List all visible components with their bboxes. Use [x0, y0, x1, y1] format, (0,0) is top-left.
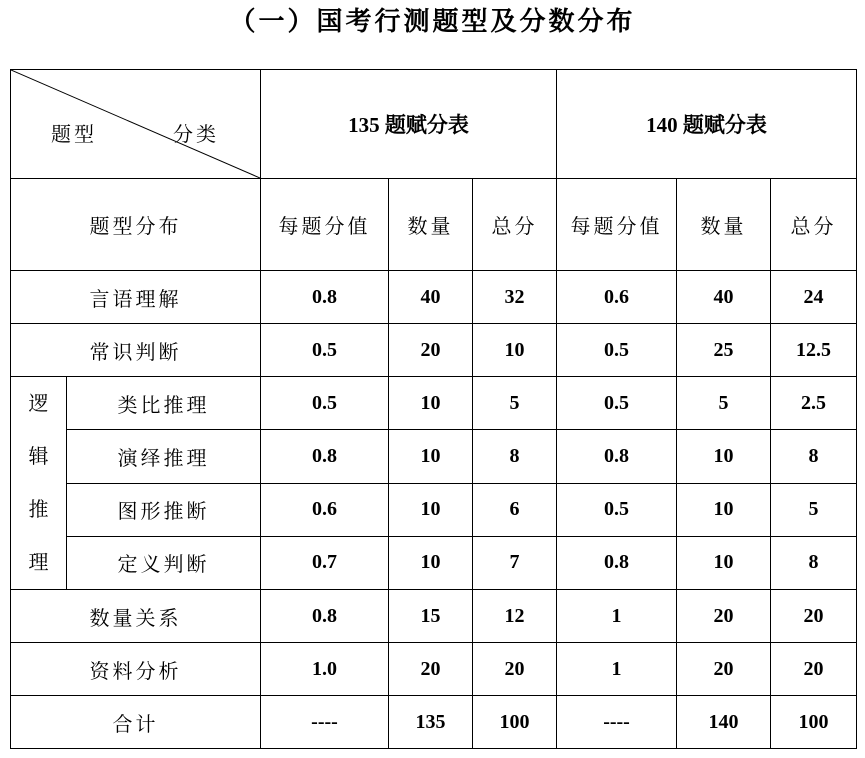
cell-a-total: 12: [473, 590, 557, 643]
cell-a-total: 7: [473, 536, 557, 589]
cell-b-count: 20: [677, 590, 771, 643]
cell-b-count: 20: [677, 643, 771, 696]
cell-b-count: 10: [677, 430, 771, 483]
table-row: [11, 324, 857, 377]
corner-label-type: 题型: [51, 122, 97, 146]
cell-a-count: 135: [389, 696, 473, 749]
cell-b-count: 10: [677, 536, 771, 589]
cell-a-per: 0.5: [261, 324, 389, 377]
group-header-140: 140 题赋分表: [557, 70, 857, 179]
score-distribution-table: [10, 69, 857, 749]
cell-a-count: 15: [389, 590, 473, 643]
row-name: 常识判断: [11, 324, 261, 377]
row-label-header: 题型分布: [11, 179, 261, 271]
table-row: [11, 536, 857, 589]
cell-a-total: 100: [473, 696, 557, 749]
cell-a-count: 10: [389, 483, 473, 536]
cell-a-count: 40: [389, 271, 473, 324]
cell-b-count: 10: [677, 483, 771, 536]
col-total-135: 总分: [473, 179, 557, 271]
cell-b-total: 12.5: [771, 324, 857, 377]
col-total-140: 总分: [771, 179, 857, 271]
cell-a-per: 1.0: [261, 643, 389, 696]
row-name: 图形推断: [67, 483, 261, 536]
col-count-140: 数量: [677, 179, 771, 271]
cell-a-total: 10: [473, 324, 557, 377]
cell-b-per: 0.8: [557, 430, 677, 483]
header-row-columns: [11, 179, 857, 271]
row-name: 类比推理: [67, 377, 261, 430]
cell-b-per: 0.8: [557, 536, 677, 589]
cell-a-per: 0.7: [261, 536, 389, 589]
cell-b-per: 1: [557, 643, 677, 696]
cell-a-total: 8: [473, 430, 557, 483]
cell-a-count: 10: [389, 377, 473, 430]
row-name: 言语理解: [11, 271, 261, 324]
cell-b-total: 100: [771, 696, 857, 749]
table-row: [11, 483, 857, 536]
cell-b-per: 0.6: [557, 271, 677, 324]
cell-a-count: 10: [389, 536, 473, 589]
corner-cell: [11, 70, 261, 179]
table-row: [11, 643, 857, 696]
table-row: [11, 271, 857, 324]
cell-b-total: 24: [771, 271, 857, 324]
cell-a-count: 20: [389, 643, 473, 696]
col-count-135: 数量: [389, 179, 473, 271]
table-row-total: [11, 696, 857, 749]
cell-a-per: 0.8: [261, 430, 389, 483]
row-name: 合计: [11, 696, 261, 749]
cell-b-total: 2.5: [771, 377, 857, 430]
header-row-groups: [11, 70, 857, 179]
cell-a-per: 0.6: [261, 483, 389, 536]
row-name: 定义判断: [67, 536, 261, 589]
cell-a-total: 32: [473, 271, 557, 324]
cell-b-total: 8: [771, 536, 857, 589]
logic-group-label: 逻 辑 推 理: [11, 377, 67, 590]
cell-b-per: 1: [557, 590, 677, 643]
cell-b-per: 0.5: [557, 324, 677, 377]
cell-a-total: 5: [473, 377, 557, 430]
cell-b-count: 40: [677, 271, 771, 324]
table-row: [11, 377, 857, 430]
group-header-135: 135 题赋分表: [261, 70, 557, 179]
cell-b-total: 5: [771, 483, 857, 536]
row-name: 数量关系: [11, 590, 261, 643]
cell-a-per: 0.8: [261, 271, 389, 324]
col-per-135: 每题分值: [261, 179, 389, 271]
table-row: [11, 430, 857, 483]
diagonal-line: [11, 70, 260, 178]
cell-b-count: 5: [677, 377, 771, 430]
cell-a-count: 20: [389, 324, 473, 377]
cell-b-total: 8: [771, 430, 857, 483]
cell-a-count: 10: [389, 430, 473, 483]
cell-a-per: 0.8: [261, 590, 389, 643]
cell-a-total: 20: [473, 643, 557, 696]
cell-b-per: 0.5: [557, 377, 677, 430]
cell-b-count: 25: [677, 324, 771, 377]
row-name: 演绎推理: [67, 430, 261, 483]
cell-b-count: 140: [677, 696, 771, 749]
cell-a-total: 6: [473, 483, 557, 536]
cell-b-per: ----: [557, 696, 677, 749]
cell-b-total: 20: [771, 643, 857, 696]
page-title: （一）国考行测题型及分数分布: [229, 7, 636, 37]
corner-label-category: 分类: [173, 122, 219, 146]
cell-b-total: 20: [771, 590, 857, 643]
cell-a-per: ----: [261, 696, 389, 749]
row-name: 资料分析: [11, 643, 261, 696]
cell-b-per: 0.5: [557, 483, 677, 536]
cell-a-per: 0.5: [261, 377, 389, 430]
table-row: [11, 590, 857, 643]
col-per-140: 每题分值: [557, 179, 677, 271]
